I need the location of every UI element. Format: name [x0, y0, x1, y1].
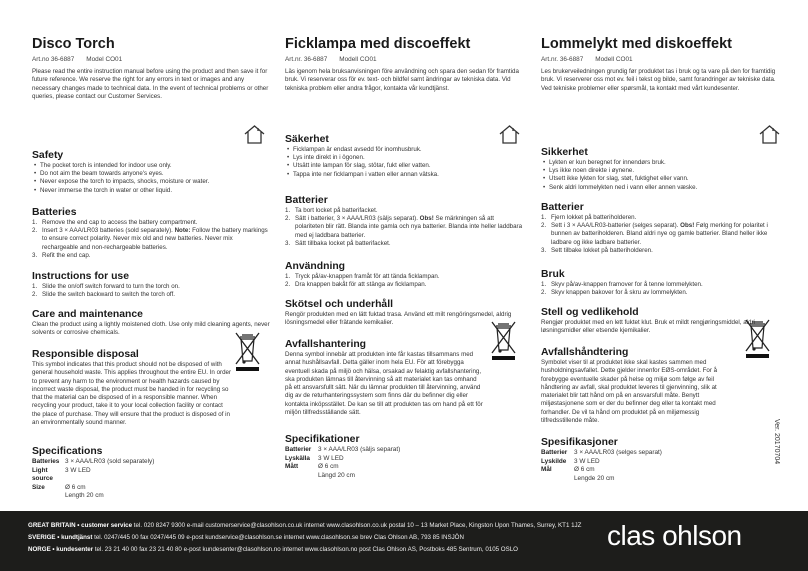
spec-value-line: 3 W LED: [318, 454, 344, 462]
spec-value-line: Length 20 cm: [65, 492, 104, 500]
section-heading: Batterier: [541, 202, 584, 213]
section-heading: Säkerhet: [285, 134, 329, 145]
list-item: [285, 207, 523, 215]
list-item: [32, 252, 270, 260]
spec-row: [32, 458, 270, 467]
spec-value: [318, 463, 523, 480]
doc-title: Lommelykt med diskoeffekt: [541, 36, 732, 52]
numbered-list: [541, 214, 779, 255]
item-note: Note:: [174, 227, 191, 235]
spec-value-line: Ø 6 cm: [574, 466, 595, 474]
list-item: [541, 222, 779, 247]
item-text: Dra knappen bakåt för att stänga av ficklampan.: [295, 281, 427, 289]
bullet-list: [541, 159, 779, 192]
list-item: • Lykten er kun beregnet for innendørs bruk.: [541, 159, 779, 167]
section-batteries: [541, 201, 779, 255]
house-icon: [243, 124, 266, 145]
list-item: [32, 283, 270, 291]
spec-value: [318, 455, 523, 464]
item-number: 2.: [285, 215, 291, 223]
spec-value-line: Ø 6 cm: [318, 463, 339, 471]
numbered-list: [32, 283, 270, 299]
numbered-list: [541, 281, 779, 297]
section-specifications: [32, 445, 270, 501]
section-heading: Användning: [285, 261, 346, 272]
list-item: • Lys ikke noen direkte i øynene.: [541, 167, 779, 175]
item-note: Obs!: [680, 222, 695, 230]
section-text: Denna symbol innebär att produkten inte får kastas tillsammans med annat hushållsavfall. Detta gäller inom hela EU. För att förebygga eventuell skada på miljö och hälsa, orsakad av felaktig avfallshantering, ska produkten lämnas till återvinning så att materialet kan tas omhand på ett ansvarsfullt sätt. När du lämnar produkten till återvinning, använd dig av de returhanteringssystem som finns där du befinner dig eller kontakta inköpsstället. De kan se till att produkten tas om hand på ett för miljön tillfredsställande sätt.: [285, 351, 483, 417]
section-heading: Avfallshantering: [285, 339, 367, 350]
spec-key: Light source: [32, 466, 53, 483]
section-heading: Avfallshåndtering: [541, 347, 629, 358]
spec-key: Mått: [285, 463, 299, 471]
bullet-list: [285, 146, 523, 179]
spec-value-line: Lengde 20 cm: [574, 474, 615, 482]
section-heading: Sikkerhet: [541, 147, 588, 158]
item-number: 1.: [541, 214, 547, 221]
spec-value: [574, 449, 779, 458]
spec-value-line: 3 × AAA/LR03 (selges separat): [574, 449, 662, 456]
list-item: • Utsett ikke lykten for slag, støt, fuktighet eller vann.: [541, 175, 779, 183]
spec-value: [318, 446, 523, 455]
house-icon: [498, 124, 521, 145]
section-heading: Bruk: [541, 269, 565, 280]
section-heading: Care and maintenance: [32, 309, 143, 320]
item-text: Refit the end cap.: [42, 251, 91, 259]
list-item: • The pocket torch is intended for indoor use only.: [32, 162, 270, 170]
item-text: Fjern lokket på batteriholderen.: [551, 214, 637, 221]
section-specifications: [285, 433, 523, 480]
footer-line-se: SVERIGE • kundtjänst tel. 0247/445 00 fax 0247/445 09 e-post kundservice@clasohlson.se internet www.clasohlson.se brev Clas Ohlson AB, 793 85 INSJÖN: [28, 534, 464, 541]
spec-value-line: 3 × AAA/LR03 (sold separately): [65, 458, 155, 465]
item-number: 2.: [285, 281, 291, 289]
list-item: • Lys inte direkt in i ögonen.: [285, 154, 523, 162]
spec-value-line: 3 W LED: [65, 466, 91, 474]
section-heading: Batteries: [32, 207, 77, 218]
list-item: [32, 219, 270, 227]
list-item: [32, 291, 270, 299]
section-heading: Skötsel och underhåll: [285, 299, 393, 310]
section-batteries: [32, 206, 270, 260]
spec-row: [32, 467, 270, 484]
list-item: • Do not aim the beam towards anyone's eyes.: [32, 170, 270, 178]
list-item: [541, 214, 779, 222]
section-instructions: [541, 268, 779, 297]
list-item: • Senk aldri lommelykten ned i vann eller annen væske.: [541, 184, 779, 192]
item-number: 1.: [285, 207, 291, 214]
footer: [0, 511, 808, 571]
section-heading: Stell og vedlikehold: [541, 307, 639, 318]
list-item: [285, 240, 523, 248]
section-heading: Batterier: [285, 195, 328, 206]
list-item: • Ficklampan är endast avsedd för inomhusbruk.: [285, 146, 523, 154]
spec-key: Batteries: [32, 458, 60, 465]
section-heading: Specifikationer: [285, 434, 360, 445]
article-meta: [541, 56, 779, 65]
section-instructions: [285, 260, 523, 289]
section-text: Clean the product using a lightly moistened cloth. Use only mild cleaning agents, never solvents or corrosive chemicals.: [32, 321, 270, 337]
spec-row: [541, 449, 779, 458]
doc-title: Ficklampa med discoeffekt: [285, 36, 471, 52]
item-number: 1.: [285, 273, 291, 280]
list-item: [541, 289, 779, 297]
item-text: Follow the battery markings to ensure correct polarity. Never mix old and new batteries. Never mix rechargeable and non-rechargeable batteries.: [42, 227, 268, 251]
doc-title: Disco Torch: [32, 36, 115, 52]
item-number: 3.: [541, 246, 547, 254]
item-number: 2.: [32, 227, 38, 235]
list-item: • Never expose the torch to impacts, shocks, moisture or water.: [32, 178, 270, 186]
spec-value-line: 3 W LED: [574, 457, 600, 465]
spec-value-line: 3 × AAA/LR03 (säljs separat): [318, 446, 401, 453]
spec-value: [574, 466, 779, 483]
section-disposal: [285, 338, 523, 417]
spec-key: Lyskilde: [541, 457, 567, 465]
section-care: [285, 298, 523, 328]
section-text: Rengör produkten med en lätt fuktad trasa. Använd ett milt rengöringsmedel, aldrig lösningsmedel eller frätande kemikalier.: [285, 311, 512, 327]
spec-row: [285, 446, 523, 455]
spec-key: Batterier: [541, 449, 568, 456]
item-note: Obs!: [419, 215, 434, 223]
item-text: Slide the switch backward to switch the torch off.: [42, 291, 175, 299]
item-text: Sett tilbake lokket på batteriholderen.: [551, 246, 653, 254]
item-number: 2.: [541, 289, 547, 297]
item-text: Insert 3 × AAA/LR03 batteries (sold separately).: [42, 227, 175, 235]
section-instructions: [32, 270, 270, 299]
item-text: Skyv på/av-knappen framover for å tenne lommelykten.: [551, 281, 703, 288]
section-heading: Responsible disposal: [32, 349, 139, 360]
model-number: Modell CO01: [339, 56, 377, 63]
section-safety: [541, 146, 779, 192]
spec-row: [541, 458, 779, 467]
model-number: Model CO01: [86, 56, 123, 63]
spec-table: [541, 449, 779, 483]
item-text: Sett i 3 × AAA/LR03-batterier (selges separat).: [551, 222, 681, 230]
intro-text: Please read the entire instruction manual before using the product and then save it for future reference. We reserve the right for any errors in text or images and any necessary changes made to technical data. In the event of technical problems or other queries, please contact our Customer Services.: [32, 68, 269, 100]
house-icon: [758, 124, 781, 145]
section-text: This symbol indicates that this product should not be disposed of with general household waste. This applies throughout the entire EU. In order to prevent any harm to the environment or health hazards caused by incorrect waste disposal, the product must be handed in for recycling so that the material can be disposed of in a responsible manner. When recycling your product, take it to your local collection facility or contact the place of purchase. They will ensure that the product is disposed of in an environmentally sound manner.: [32, 361, 232, 427]
list-item: [32, 227, 270, 252]
spec-row: [541, 466, 779, 483]
item-number: 1.: [541, 281, 547, 288]
section-text: Symbolet viser til at produktet ikke skal kastes sammen med husholdningsavfallet. Dette gjelder innenfor EØS-området. For å forebygge eventuelle skader på helse og miljø som følge av feil håndtering av avfall, skal produktet leveres til gjenvinning, slik at materialet blir tatt hånd om på en ansvarsfull måte. Benytt miljøstasjonene som er der du befinner deg eller ta kontakt med forhandler. De vil ta hånd om produktet på en miljømessig tilfredsstillende måte.: [541, 359, 718, 425]
item-text: Slide the on/off switch forward to turn the torch on.: [42, 283, 180, 290]
list-item: • Never immerse the torch in water or other liquid.: [32, 187, 270, 195]
spec-value: [65, 458, 270, 467]
spec-table: [285, 446, 523, 480]
version-label: Ver. 20170704: [773, 419, 780, 465]
spec-key: Mål: [541, 466, 552, 474]
spec-row: [285, 455, 523, 464]
list-item: [285, 281, 523, 289]
section-heading: Specifications: [32, 446, 103, 457]
brand-logo: clas ohlson: [607, 520, 742, 551]
footer-line-uk: GREAT BRITAIN • customer service tel. 020 8247 9300 e-mail customerservice@clasohlson.co.uk internet www.clasohlson.co.uk postal 10 – 13 Market Place, Kingston Upon Thames, Surrey, KT1 1JZ: [28, 522, 582, 529]
spec-key: Lyskälla: [285, 454, 310, 462]
spec-row: [285, 463, 523, 480]
item-text: Ta bort locket på batterifacket.: [295, 207, 378, 214]
article-number: Art.nr. 36-6887: [285, 56, 328, 63]
section-heading: Spesifikasjoner: [541, 437, 618, 448]
footer-line-no: NORGE • kundesenter tel. 23 21 40 00 fax 23 21 40 80 e-post kundesenter@clasohlson.no internet www.clasohlson.no post Clas Ohlson AS, Postboks 485 Sentrum, 0105 OSLO: [28, 546, 518, 553]
section-heading: Instructions for use: [32, 271, 129, 282]
spec-key: Batterier: [285, 446, 312, 453]
item-number: 1.: [32, 283, 38, 290]
spec-row: [32, 484, 270, 501]
spec-key: Size: [32, 483, 45, 491]
crossed-out-wheelie-bin-icon: [744, 318, 771, 360]
item-text: Sätt tillbaka locket på batterifacket.: [295, 239, 391, 247]
article-meta: [285, 56, 523, 65]
spec-value: [65, 484, 270, 501]
intro-text: Läs igenom hela bruksanvisningen före användning och spara den sedan för framtida bruk. Vi reserverar oss för ev. text- och bildfel samt ändringar av tekniska data. Vid tekniska problem eller andra frågor, kontakta vår kundtjänst.: [285, 68, 519, 92]
list-item: [541, 281, 779, 289]
section-heading: Safety: [32, 150, 64, 161]
numbered-list: [32, 219, 270, 260]
item-number: 2.: [541, 222, 547, 230]
item-number: 1.: [32, 219, 38, 226]
item-text: Se märkningen så att polariteten blir rätt. Blanda inte gamla och nya batterier. Blanda inte heller laddbara med ej laddbara batterier.: [295, 215, 523, 239]
spec-table: [32, 458, 270, 501]
article-meta: [32, 56, 270, 65]
section-batteries: [285, 194, 523, 248]
crossed-out-wheelie-bin-icon: [234, 331, 261, 373]
article-number: Art.no 36-6887: [32, 56, 75, 63]
numbered-list: [285, 273, 523, 289]
list-item: [541, 247, 779, 255]
list-item: • Utsätt inte lampan för slag, stötar, fukt eller vatten.: [285, 162, 523, 170]
section-text: Rengjør produktet med en lett fuktet klut. Bruk et mildt rengjøringsmiddel, aldri løsningsmidler eller etsende kjemikalier.: [541, 319, 755, 335]
intro-text: Les brukerveiledningen grundig før produktet tas i bruk og ta vare på den for framtidig bruk. Vi reserverer oss mot ev. feil i tekst og bilde, samt forandringer av tekniske data. Ved tekniske problemer eller spørsmål, ta kontakt med vårt kundesenter.: [541, 68, 776, 92]
numbered-list: [285, 207, 523, 248]
spec-value: [574, 458, 779, 467]
list-item: [285, 273, 523, 281]
item-text: Følg merking for polaritet i bunnen av batteriholderen. Bland aldri nye og gamle batterier. Bland heller ikke ladbare og ikke ladbare batterier.: [551, 222, 768, 246]
section-safety: [32, 149, 270, 195]
list-item: [285, 215, 523, 240]
spec-value-line: Ø 6 cm: [65, 483, 86, 491]
item-text: Sätt i batterier, 3 × AAA/LR03 (säljs separat).: [295, 215, 420, 223]
item-number: 2.: [32, 291, 38, 299]
item-number: 3.: [32, 251, 38, 259]
item-text: Tryck på/av-knappen framåt för att tända ficklampan.: [295, 273, 440, 280]
model-number: Modell CO01: [595, 56, 633, 63]
section-safety: [285, 133, 523, 179]
spec-value: [65, 467, 270, 484]
item-number: 3.: [285, 239, 291, 247]
spec-value-line: Längd 20 cm: [318, 471, 355, 479]
list-item: • Tappa inte ner ficklampan i vatten eller annan vätska.: [285, 171, 523, 179]
bullet-list: [32, 162, 270, 195]
article-number: Art.nr. 36-6887: [541, 56, 584, 63]
section-specifications: [541, 436, 779, 483]
crossed-out-wheelie-bin-icon: [490, 320, 517, 362]
item-text: Skyv knappen bakover for å skru av lommelykten.: [551, 289, 688, 297]
item-text: Remove the end cap to access the battery compartment.: [42, 219, 198, 226]
